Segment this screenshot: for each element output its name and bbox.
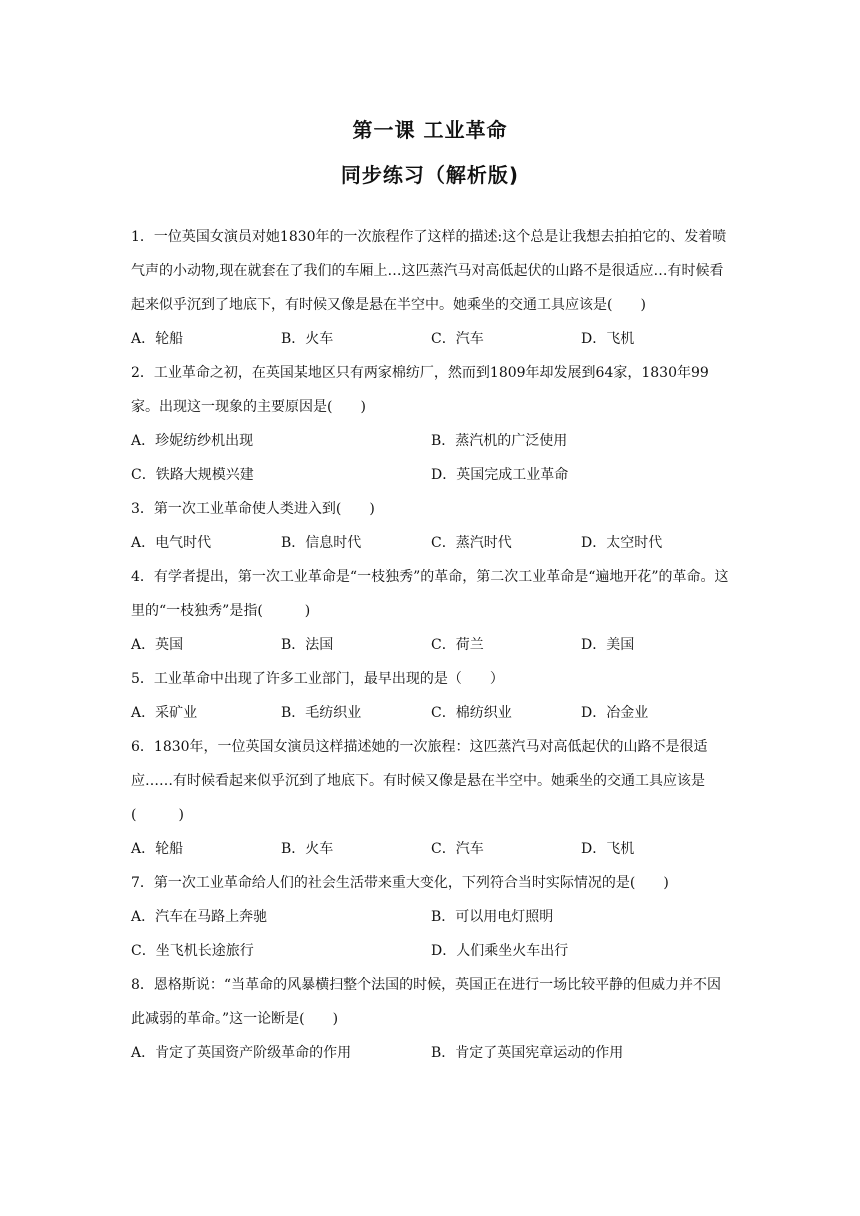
option-b: B．毛纺织业 [281,705,362,721]
option-a: A．汽车在马路上奔驰 [131,909,268,925]
option-d: D．英国完成工业革命 [431,467,569,483]
option-row [131,458,731,492]
question-list [131,220,731,1070]
option-row [131,628,731,662]
question-1 [131,220,731,356]
option-row [131,832,731,866]
option-b: B．肯定了英国宪章运动的作用 [431,1045,624,1061]
option-a: A．英国 [131,637,184,653]
option-c: C．棉纺织业 [431,705,512,721]
question-stem: 4．有学者提出，第一次工业革命是“一枝独秀”的革命，第二次工业革命是“遍地开花”的革命。这里的“一枝独秀”是指( ) [131,569,729,619]
option-row [131,900,731,934]
option-row [131,424,731,458]
option-c: C．汽车 [431,841,484,857]
option-row [131,696,731,730]
option-d: D．飞机 [581,841,635,857]
question-5 [131,662,731,730]
option-row [131,526,731,560]
question-stem: 2．工业革命之初，在英国某地区只有两家棉纺厂，然而到1809年却发展到64家，1830年99家。出现这一现象的主要原因是( ) [131,365,709,415]
option-a: A．轮船 [131,841,184,857]
option-a: A．电气时代 [131,535,212,551]
option-d: D．美国 [581,637,635,653]
question-6 [131,730,731,866]
question-7 [131,866,731,968]
option-a: A．珍妮纺纱机出现 [131,433,254,449]
question-stem: 7．第一次工业革命给人们的社会生活带来重大变化，下列符合当时实际情况的是( ) [131,875,669,891]
question-stem: 3．第一次工业革命使人类进入到( ) [131,501,375,517]
option-c: C．坐飞机长途旅行 [131,943,254,959]
option-b: B．可以用电灯照明 [431,909,554,925]
option-a: A．采矿业 [131,705,198,721]
question-4 [131,560,731,662]
option-d: D．人们乘坐火车出行 [431,943,569,959]
option-b: B．蒸汽机的广泛使用 [431,433,568,449]
page-subtitle: 同步练习（解析版) [340,163,520,187]
question-8 [131,968,731,1070]
option-d: D．太空时代 [581,535,663,551]
question-stem: 8．恩格斯说：“当革命的风暴横扫整个法国的时候，英国正在进行一场比较平静的但威力并不因此减弱的革命。”这一论断是( ) [131,977,722,1027]
option-a: A．轮船 [131,331,184,347]
option-b: B．信息时代 [281,535,362,551]
question-2 [131,356,731,492]
option-c: C．蒸汽时代 [431,535,512,551]
option-d: D．飞机 [581,331,635,347]
option-c: C．汽车 [431,331,484,347]
question-3 [131,492,731,560]
option-row [131,322,731,356]
option-row [131,1036,731,1070]
option-d: D．冶金业 [581,705,649,721]
page-title: 第一课 工业革命 [352,118,508,142]
question-stem: 5．工业革命中出现了许多工业部门，最早出现的是（ ） [131,671,504,687]
option-c: C．荷兰 [431,637,484,653]
option-row [131,934,731,968]
option-b: B．火车 [281,331,334,347]
question-stem: 1．一位英国女演员对她1830年的一次旅程作了这样的描述:这个总是让我想去拍拍它的、发着喷气声的小动物,现在就套在了我们的车厢上…这匹蒸汽马对高低起伏的山路不是很适应…有时候看起来似乎沉到了地底下，有时候又像是悬在半空中。她乘坐的交通工具应该是( ) [131,229,727,313]
option-c: C．铁路大规模兴建 [131,467,254,483]
option-a: A．肯定了英国资产阶级革命的作用 [131,1045,352,1061]
option-b: B．火车 [281,841,334,857]
option-b: B．法国 [281,637,334,653]
question-stem: 6．1830年，一位英国女演员这样描述她的一次旅程：这匹蒸汽马对高低起伏的山路不是很适应……有时候看起来似乎沉到了地底下。有时候又像是悬在半空中。她乘坐的交通工具应该是( ) [131,739,708,823]
